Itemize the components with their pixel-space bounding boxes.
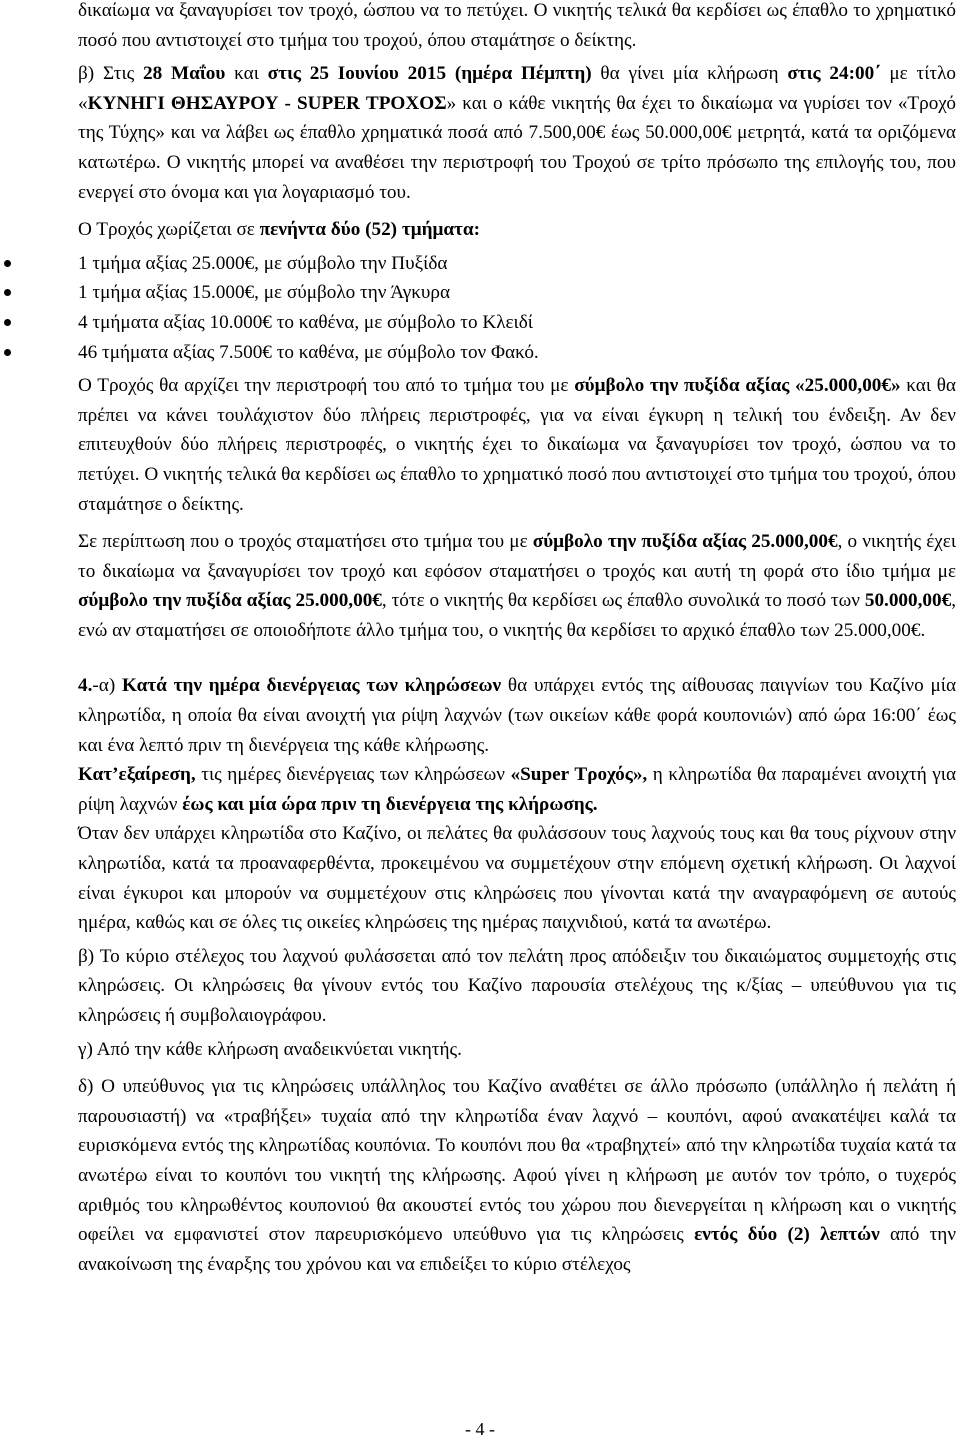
page-number: - 4 - xyxy=(465,1419,495,1439)
paragraph-start: Ο Τροχός θα αρχίζει την περιστροφή του από το τμήμα του με σύμβολο την πυξίδα αξίας «25.000,00€» και θα πρέπει να κάνει τουλάχιστον δύο πλήρεις περιστροφές, για να είναι έγκυρη η τελική του ένδειξη. Αν δεν επιτευχθούν δύο πλήρεις περιστροφές, ο νικητής έχει το δικαίωμα να ξαναγυρίσει τον τροχό, ώσπου να το πετύχει. Ο νικητής τελικά θα κερδίσει ως έπαθλο το χρηματικό ποσό που αντιστοιχεί στο τμήμα του τροχού, όπου σταμάτησε ο δείκτης. xyxy=(78,375,956,515)
paragraph-delta: δ) Ο υπεύθυνος για τις κληρώσεις υπάλληλος του Καζίνο αναθέτει σε άλλο πρόσωπο (υπάλληλο ή πελάτη ή παρουσιαστή) να «τραβήξει» τυχαία από την κληρωτίδα έναν λαχνό – κουπόνι, αφού ανακατέψει καλά τα ευρισκόμενα εντός της κληρωτίδας κουπόνια. Το κουπόνι που θα «τραβηχτεί» από την κληρωτίδα τυχαία κατά τα ανωτέρω είναι το κουπόνι του νικητή της κλήρωσης. Αφού γίνει η κλήρωση με αυτόν τον τρόπο, ο τυχερός αριθμός του κληρωθέντος κουπονιού θα ακουστεί εντός του χώρου που διενεργείται η κλήρωση και ο νικητής οφείλει να εμφανιστεί στον παρευρισκόμενο υπεύθυνο για τις κληρώσεις εντός δύο (2) λεπτών από την ανακοίνωση της έναρξης του χρόνου και να επιδείξει το κύριο στέλεχος xyxy=(78,1076,956,1275)
bullet-icon xyxy=(4,260,11,267)
wheel-segments-list xyxy=(78,249,956,367)
bullet-icon xyxy=(4,289,11,296)
document-page xyxy=(78,0,956,1279)
paragraph-no-box: Όταν δεν υπάρχει κληρωτίδα στο Καζίνο, οι πελάτες θα φυλάσσουν τους λαχνούς τους και θα τους ρίχνουν στην κληρωτίδα, κατά τα προαναφερθέντα, προκειμένου να συμμετέχουν στην επόμενη σχετική κλήρωση. Οι λαχνοί είναι έγκυροι και μπορούν να συμμετέχουν στις κληρώσεις που γίνονται κατά την αναγραφόμενη σε αυτούς ημέρα, καθώς και σε όλες τις οικείες κληρώσεις της ημέρας παιχνιδιού, κατά τα ανωτέρω. xyxy=(78,823,956,934)
paragraph-wheel-intro: Ο Τροχός χωρίζεται σε πενήντα δύο (52) τμήματα: xyxy=(78,219,480,241)
list-item: 1 τμήμα αξίας 25.000€, με σύμβολο την Πυξίδα xyxy=(78,249,956,279)
paragraph-exception: Κατ’εξαίρεση, τις ημέρες διενέργειας των κληρώσεων «Super Τροχός», η κληρωτίδα θα παραμένει ανοιχτή για ρίψη λαχνών έως και μία ώρα πριν τη διενέργεια της κλήρωσης. xyxy=(78,764,956,815)
paragraph-beta: β) Το κύριο στέλεχος του λαχνού φυλάσσεται από τον πελάτη προς απόδειξιν του δικαιώματος συμμετοχής στις κληρώσεις. Οι κληρώσεις θα γίνουν εντός του Καζίνο παρουσία στελέχους της κ/ξίας – υπεύθυνου για τις κληρώσεις ή συμβολαιογράφου. xyxy=(78,945,956,1026)
paragraph-case: Σε περίπτωση που ο τροχός σταματήσει στο τμήμα του με σύμβολο την πυξίδα αξίας 25.000,00€, ο νικητής έχει το δικαίωμα να ξαναγυρίσει τον τροχό και εφόσον σταματήσει ο τροχός και αυτή τη φορά στο ίδιο τμήμα με σύμβολο την πυξίδα αξίας 25.000,00€, τότε ο νικητής θα κερδίσει ως έπαθλο συνολικά το ποσό των 50.000,00€, ενώ αν σταματήσει σε οποιοδήποτε άλλο τμήμα του, ο νικητής θα κερδίσει το αρχικό έπαθλο των 25.000,00€. xyxy=(78,531,957,641)
paragraph-gamma: γ) Από την κάθε κλήρωση αναδεικνύεται νικητής. xyxy=(78,1038,462,1060)
list-item: 46 τμήματα αξίας 7.500€ το καθένα, με σύμβολο τον Φακό. xyxy=(78,338,956,368)
bullet-icon xyxy=(4,349,11,356)
bullet-icon xyxy=(4,319,11,326)
paragraph-b: β) Στις 28 Μαΐου και στις 25 Ιουνίου 2015 (ημέρα Πέμπτη) θα γίνει μία κλήρωση στις 24:00΄ με τίτλο «ΚΥΝΗΓΙ ΘΗΣΑΥΡΟΥ - SUPER ΤΡΟΧΟΣ» και ο κάθε νικητής θα έχει το δικαίωμα να γυρίσει τον «Τροχό της Τύχης» και να λάβει ως έπαθλο χρηματικά ποσά από 7.500,00€ έως 50.000,00€ μετρητά, κατά τα οριζόμενα κατωτέρω. Ο νικητής μπορεί να αναθέσει την περιστροφή του Τροχού σε τρίτο πρόσωπο της επιλογής του, που ενεργεί στο όνομα και για λογαριασμό του. xyxy=(78,63,957,203)
paragraph-top-tail: δικαίωμα να ξαναγυρίσει τον τροχό, ώσπου να το πετύχει. Ο νικητής τελικά θα κερδίσει ως έπαθλο το χρηματικό ποσό που αντιστοιχεί στο τμήμα του τροχού, όπου σταμάτησε ο δείκτης. xyxy=(78,0,956,51)
paragraph-4a: 4.-α) Κατά την ημέρα διενέργειας των κληρώσεων θα υπάρχει εντός της αίθουσας παιγνίων του Καζίνο μία κληρωτίδα, η οποία θα είναι ανοιχτή για ρίψη λαχνών (των οικείων κάθε φορά κουπονιών) από ώρα 16:00΄ έως και ένα λεπτό πριν τη διενέργεια της κάθε κλήρωσης. xyxy=(78,675,956,756)
list-item: 1 τμήμα αξίας 15.000€, με σύμβολο την Άγκυρα xyxy=(78,278,956,308)
list-item: 4 τμήματα αξίας 10.000€ το καθένα, με σύμβολο το Κλειδί xyxy=(78,308,956,338)
